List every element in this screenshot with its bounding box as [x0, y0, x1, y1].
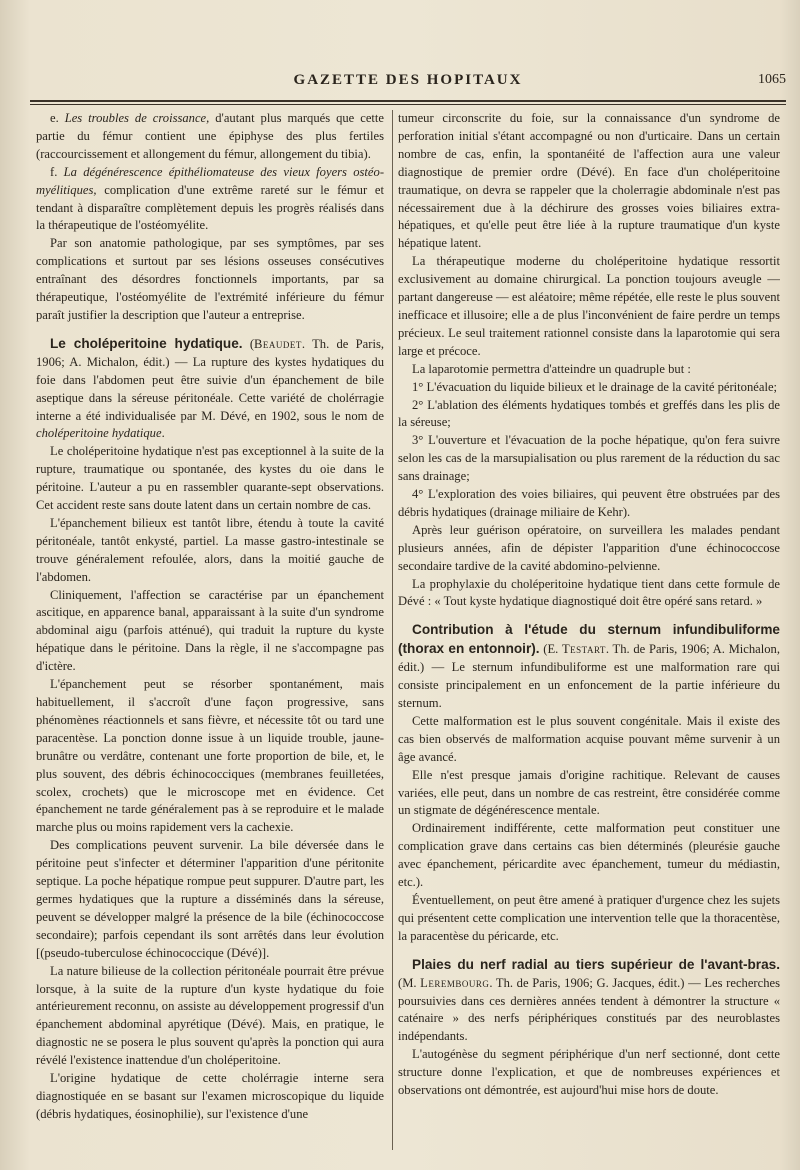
item-label: f. — [50, 164, 58, 179]
paragraph: Éventuellement, on peut être amené à pratiquer d'urgence chez les sujets qui présentent cette complication une intervention telle que la thoracentèse, la paracentèse du péricarde, etc. — [398, 892, 780, 943]
item-title: La dégénérescence épithéliomateuse des vieux foyers ostéo-myélitiques, — [36, 164, 384, 197]
journal-title: GAZETTE DES HOPITAUX — [293, 72, 523, 88]
article-ref: . Th. de Paris, 1906; A. Michalon, édit.) — Le sternum infundibuliforme est une malformation rare qui consiste principalement en un enfoncement de la partie inférieure du sternum. — [398, 642, 780, 710]
paragraph-f — [36, 164, 384, 236]
list-item: 4° L'exploration des voies biliaires, qui peuvent être obstruées par des débris hydatiques (drainage miliaire de Kehr). — [398, 487, 780, 519]
paragraph: Après leur guérison opératoire, on surveillera les malades pendant plusieurs années, afin de dépister l'apparition d'une échinococcose secondaire tardive de la cavité abdomino-pelvienne. — [398, 522, 780, 573]
paragraph: La prophylaxie du choléperitoine hydatique tient dans cette formule de Dévé : « Tout kyste hydatique diagnostiqué doit être opéré sans retard. » — [398, 576, 780, 609]
paragraph: La laparotomie permettra d'atteindre un quadruple but : — [412, 361, 691, 376]
article-heading: Plaies du nerf radial au tiers supérieur de l'avant-bras. — [412, 956, 780, 972]
left-column — [36, 110, 384, 1150]
paragraph: La nature bilieuse de la collection péritonéale pourrait être prévue lorsque, à la suite de la rupture d'un kyste hydatique du foie antérieurement reconnu, on assiste au développement progressif d'un épanchement abdominal apyrétique (Dévé). Mais, en pratique, le diagnostic ne se posera le plus souvent qu'après la ponction qui aura révélé l'existence inattendue d'un choléperitoine. — [36, 963, 384, 1068]
article-term: choléperitoine hydatique — [36, 426, 162, 441]
list-item: 3° L'ouverture et l'évacuation de la poche hépatique, qu'on fera suivre selon les cas de la marsupialisation ou plus rarement de la réduction du sac sans drainage; — [398, 433, 780, 484]
header-rule-thin — [30, 104, 786, 105]
article-intro — [36, 335, 384, 443]
paragraph: La thérapeutique moderne du choléperitoine hydatique ressortit exclusivement au domaine chirurgical. La ponction toujours aveugle — partant dangereuse — est aléatoire; même répétée, elle reste le plus souvent inefficace et illusoire; elle a de plus l'inconvénient de faire perdre un temps précieux. Le seul traitement rationnel consiste dans la laparotomie qui sera large et précoce. — [398, 254, 780, 358]
paragraph: L'épanchement peut se résorber spontanément, mais habituellement, il s'accroît d'une façon progressive, sans phénomènes réactionnels et sans fièvre, et nécessite tôt ou tard une paracentèse. La ponction donne issue à un liquide trouble, jaune-brunâtre ou verdâtre, contenant une forte proportion de bile, et, le plus souvent, des débris échinococciques (membranes feuilletées, scolex, crochets) que le microscope met en évidence. Cet épanchement ne tarde généralement pas à se reproduire et le malade marche plus ou moins rapidement vers la cachexie. — [36, 677, 384, 835]
article-author: Lerembourg — [420, 975, 490, 990]
article-ref: (M. — [398, 975, 421, 990]
item-text: d'autant plus marqués que cette partie du fémur contient une épiphyse des plus fertiles (raccourcissement et allongement du fémur, allongement du tibia). — [36, 111, 384, 161]
article-heading: Le choléperitoine hydatique. — [50, 335, 243, 351]
item-label: e. — [50, 111, 59, 125]
list-item: 1° L'évacuation du liquide bilieux et le drainage de la cavité péritonéale; — [412, 379, 778, 394]
article-ref: (E. — [539, 642, 562, 657]
paragraph: L'origine hydatique de cette cholérragie interne sera diagnostiquée en se basant sur l'examen microscopique du liquide (débris hydatiques, éosinophilie), sur l'existence d'une — [36, 1071, 384, 1121]
paragraph: Par son anatomie pathologique, par ses symptômes, par ses complications et surtout par ses lésions osseuses consécutives entraînant des désordres fonctionnels importants, par sa thérapeutique, l'ostéomyélite de l'extrémité inférieure du fémur paraît justifier la description que l'auteur a entreprise. — [36, 236, 384, 322]
article-ref: . — [161, 426, 165, 441]
article-ref: . Th. de Paris, 1906; A. Michalon, édit.) — La rupture des kystes hydatiques du foie dans l'abdomen peut être suivie d'un épanchement de bile aseptique dans la séreuse péritonéale. Cette variété de cholérragie interne a été individualisée par M. Dévé, en 1902, sous le nom de — [36, 336, 384, 423]
article-intro — [398, 621, 780, 713]
article-ref: . Th. de Paris, 1906; G. Jacques, édit.) — Les recherches poursuivies dans ces dernières années tendent à démontrer la structure « caténaire » des nerfs périphériques constitués par des neuroblastes indépendants. — [398, 975, 780, 1044]
article-intro — [398, 956, 780, 1047]
paragraph: tumeur circonscrite du foie, sur la connaissance d'un syndrome de perforation initial s'étant accompagné ou non d'urticaire. Dans un certain nombre de cas, enfin, la spontanéité de l'affection aura une valeur diagnostique de premier ordre (Dévé). En face d'un choléperitoine traumatique, on devra se rappeler que la cholerragie abdominale n'est pas nécessairement due à la déchirure des grosses voies biliaires extra-hépatiques, et qu'elle peut être liée à la rupture traumatique d'un kyste hépatique latent. — [398, 111, 780, 251]
list-item: 2° L'ablation des éléments hydatiques tombés et greffés dans les plis de la séreuse; — [398, 397, 780, 430]
page-header — [30, 72, 786, 94]
item-title: Les troubles de croissance, — [64, 111, 210, 125]
paragraph: Elle n'est presque jamais d'origine rachitique. Relevant de causes variées, elle peut, dans un nombre de cas restreint, être considérée comme un stigmate de dégénérescence mentale. — [398, 767, 780, 818]
right-column — [398, 110, 780, 1150]
article-author: Beaudet — [254, 336, 302, 351]
paragraph: Des complications peuvent survenir. La bile déversée dans le péritoine peut s'infecter et déterminer l'apparition d'une péritonite septique. La poche hépatique rompue peut suppurer. D'autre part, les germes hydatiques que la rupture a disséminés dans la séreuse, peuvent se développer malgré la présence de la bile (échinococcose secondaire); parfois cependant ils sont arrêtés dans leur évolution [(pseudo-tuberculose échinococcique (Dévé)]. — [36, 838, 384, 960]
page-number: 1065 — [758, 72, 786, 87]
article-ref: ( — [242, 336, 255, 351]
article-heading: Contribution à l'étude du sternum infundibuliforme (thorax en entonnoir). — [398, 622, 780, 657]
article-author: Testart — [561, 642, 606, 657]
column-divider — [392, 110, 393, 1150]
paragraph-e — [36, 110, 384, 164]
paragraph: Ordinairement indifférente, cette malformation peut constituer une complication grave dans certains cas bien déterminés (pleurésie gauche avec épanchement, péricardite avec épanchement, tumeur du médiastin, etc.). — [398, 821, 780, 890]
paragraph: L'autogénèse du segment périphérique d'un nerf sectionné, dont cette structure donne l'explication, et que de nombreuses expériences et observations ont démontrée, est aujourd'hui mise hors de doute. — [398, 1047, 780, 1098]
paragraph: Le choléperitoine hydatique n'est pas exceptionnel à la suite de la rupture, traumatique ou spontanée, des kystes du oie dans le péritoine. L'auteur a pu en rassembler quarante-sept observations. Cet accident reste sans doute latent dans un certain nombre de cas. — [36, 444, 384, 513]
paragraph: Cliniquement, l'affection se caractérise par un épanchement ascitique, en apparence banal, apparaissant à la suite d'un syndrome abdominal aigu (parfois atténué), qui traduit la rupture du kyste hépatique dans le péritoine. Dans la règle, il ne s'accompagne pas d'ictère. — [36, 587, 384, 674]
paragraph: L'épanchement bilieux est tantôt libre, étendu à toute la cavité péritonéale, tantôt enkysté, partiel. La masse gastro-intestinale se trouve généralement refoulée, alors, dans la moitié gauche de l'abdomen. — [36, 515, 384, 584]
item-text: complication d'une extrême rareté sur le fémur et tendant à disparaître complètement depuis les progrès réalisés dans la thérapeutique de l'ostéomyélite. — [36, 182, 384, 233]
paragraph: Cette malformation est le plus souvent congénitale. Mais il existe des cas bien observés de malformation acquise pouvant même survenir à un âge avancé. — [398, 713, 780, 764]
header-rule-thick — [30, 100, 786, 102]
